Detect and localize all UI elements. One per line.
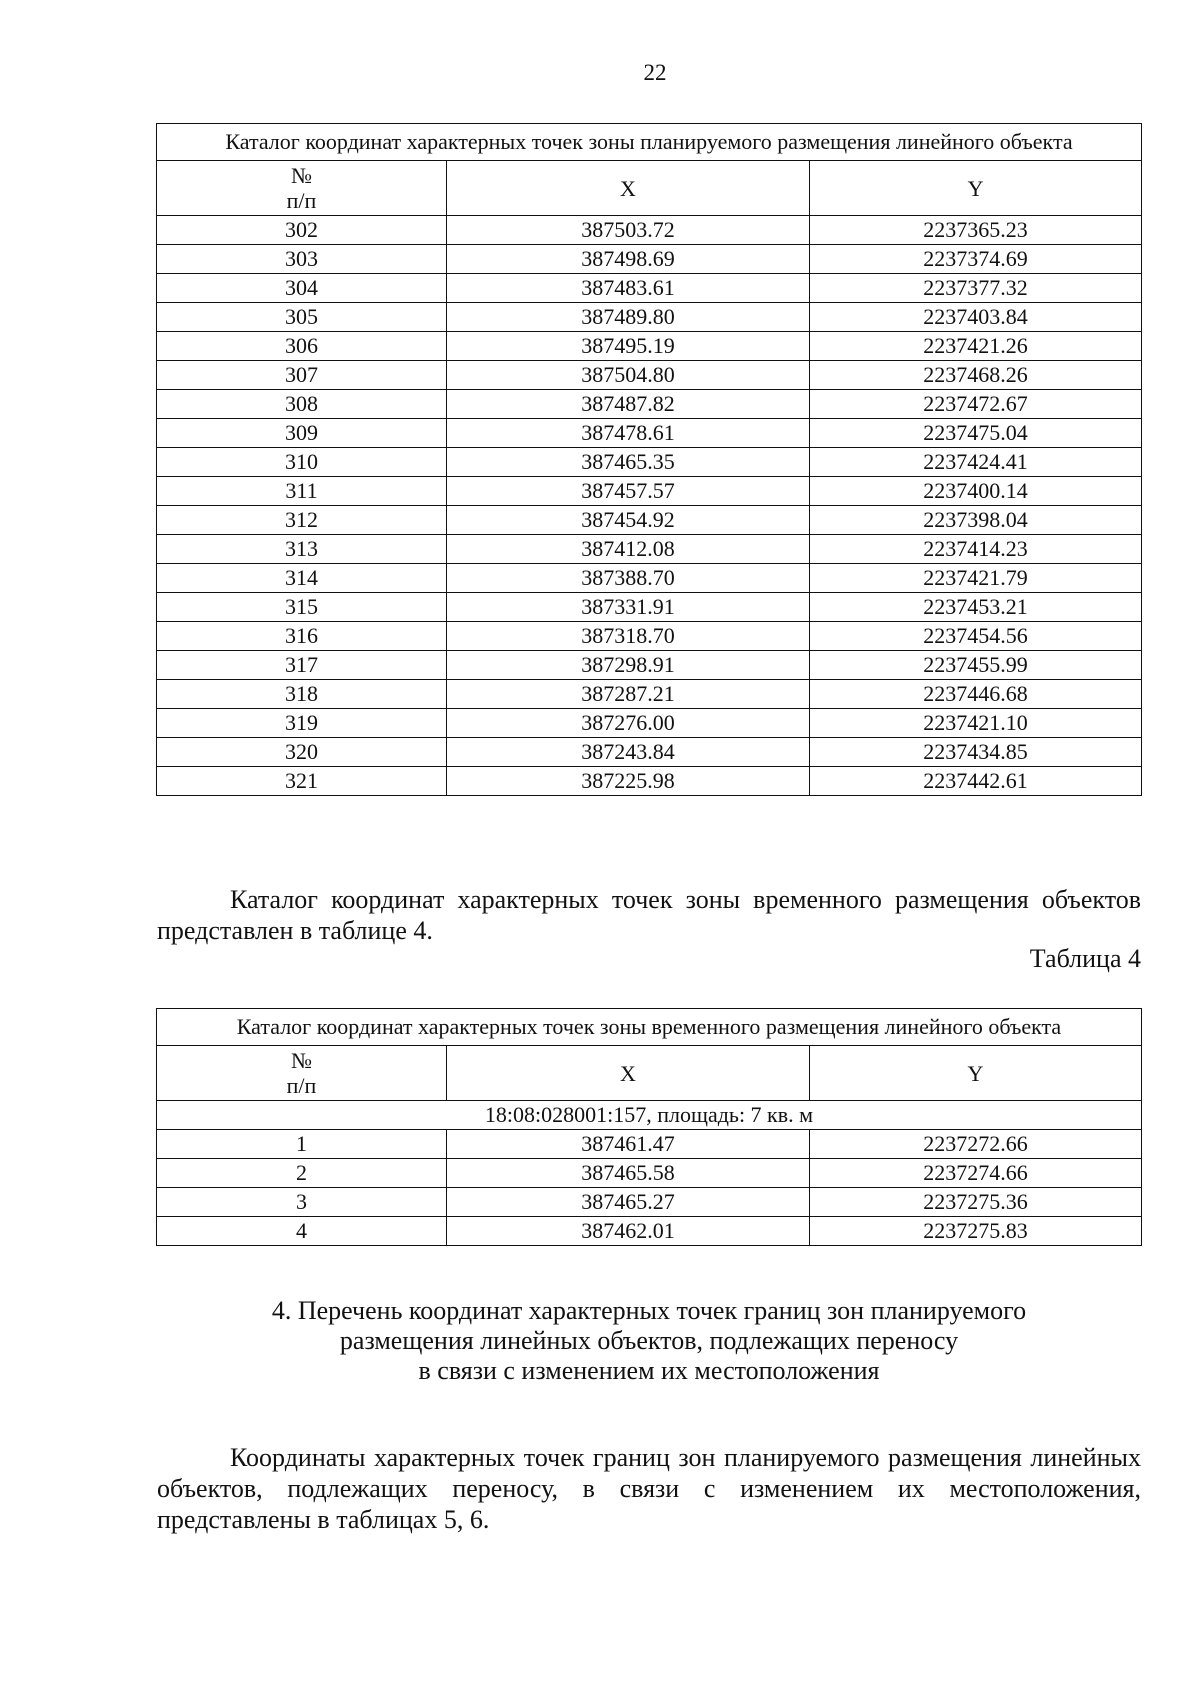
x-coordinate-cell: 387478.61 [447,419,810,448]
table-4-label: Таблица 4 [1029,944,1141,973]
point-number-cell: 304 [157,274,447,303]
x-coordinate-cell: 387465.58 [447,1159,810,1188]
table-row [157,216,1142,245]
y-coordinate-cell: 2237434.85 [810,738,1142,767]
coordinates-table-planned-body [157,124,1142,796]
x-coordinate-cell: 387461.47 [447,1130,810,1159]
table-row [157,419,1142,448]
point-number-cell: 313 [157,535,447,564]
y-coordinate-cell: 2237377.32 [810,274,1142,303]
table-row [157,593,1142,622]
x-coordinate-cell: 387225.98 [447,767,810,796]
coordinates-table-temporary [156,1008,1142,1246]
point-number-cell: 308 [157,390,447,419]
section-4-heading [157,1296,1141,1386]
header-number [157,1046,447,1101]
table-row [157,564,1142,593]
table-row [157,1159,1142,1188]
point-number-cell: 4 [157,1217,447,1246]
coordinates-table-planned [156,123,1142,796]
table-row [157,680,1142,709]
x-coordinate-cell: 387287.21 [447,680,810,709]
y-coordinate-cell: 2237274.66 [810,1159,1142,1188]
point-number-cell: 306 [157,332,447,361]
point-number-cell: 314 [157,564,447,593]
x-coordinate-cell: 387504.80 [447,361,810,390]
table-row [157,1130,1142,1159]
header-y: Y [810,161,1142,216]
table-row [157,709,1142,738]
table-row [157,477,1142,506]
header-x: X [447,1046,810,1101]
point-number-cell: 310 [157,448,447,477]
table-row [157,738,1142,767]
x-coordinate-cell: 387503.72 [447,216,810,245]
point-number-cell: 305 [157,303,447,332]
y-coordinate-cell: 2237275.36 [810,1188,1142,1217]
point-number-cell: 311 [157,477,447,506]
table-row [157,622,1142,651]
x-coordinate-cell: 387298.91 [447,651,810,680]
y-coordinate-cell: 2237424.41 [810,448,1142,477]
table-row [157,535,1142,564]
x-coordinate-cell: 387457.57 [447,477,810,506]
point-number-cell: 321 [157,767,447,796]
point-number-cell: 2 [157,1159,447,1188]
table-row [157,332,1142,361]
y-coordinate-cell: 2237455.99 [810,651,1142,680]
paragraph-text: Каталог координат характерных точек зоны временного размещения объектов представлен в таблице 4. [157,885,1141,945]
point-number-cell: 1 [157,1130,447,1159]
y-coordinate-cell: 2237272.66 [810,1130,1142,1159]
y-coordinate-cell: 2237400.14 [810,477,1142,506]
y-coordinate-cell: 2237374.69 [810,245,1142,274]
x-coordinate-cell: 387388.70 [447,564,810,593]
table-row [157,361,1142,390]
point-number-cell: 320 [157,738,447,767]
table-title: Каталог координат характерных точек зоны планируемого размещения линейного объекта [157,124,1142,161]
table-title-row [157,1009,1142,1046]
y-coordinate-cell: 2237446.68 [810,680,1142,709]
paragraph-text: Координаты характерных точек границ зон планируемого размещения линейных объектов, подлежащих переносу, в связи с изменением их местоположения, представлены в таблицах 5, 6. [157,1443,1141,1534]
header-number [157,161,447,216]
table-row [157,651,1142,680]
section-heading-line: размещения линейных объектов, подлежащих переносу [339,1326,959,1355]
section-heading-line: 4. Перечень координат характерных точек границ зон планируемого [271,1296,1027,1325]
x-coordinate-cell: 387495.19 [447,332,810,361]
table-row [157,1217,1142,1246]
y-coordinate-cell: 2237398.04 [810,506,1142,535]
point-number-cell: 316 [157,622,447,651]
point-number-cell: 312 [157,506,447,535]
table-row [157,448,1142,477]
y-coordinate-cell: 2237468.26 [810,361,1142,390]
table-header-row [157,1046,1142,1101]
table-row [157,390,1142,419]
x-coordinate-cell: 387412.08 [447,535,810,564]
table-row [157,767,1142,796]
y-coordinate-cell: 2237442.61 [810,767,1142,796]
x-coordinate-cell: 387276.00 [447,709,810,738]
point-number-cell: 302 [157,216,447,245]
y-coordinate-cell: 2237421.79 [810,564,1142,593]
x-coordinate-cell: 387331.91 [447,593,810,622]
y-coordinate-cell: 2237365.23 [810,216,1142,245]
coordinates-table-temporary-body [157,1009,1142,1246]
y-coordinate-cell: 2237275.83 [810,1217,1142,1246]
paragraph-relocation-coordinates [157,1442,1141,1535]
page-number: 22 [643,60,667,85]
x-coordinate-cell: 387462.01 [447,1217,810,1246]
parcel-row [157,1101,1142,1130]
point-number-cell: 317 [157,651,447,680]
x-coordinate-cell: 387487.82 [447,390,810,419]
point-number-cell: 315 [157,593,447,622]
header-number-abbrev: п/п [286,188,317,213]
table-title-row [157,124,1142,161]
y-coordinate-cell: 2237475.04 [810,419,1142,448]
x-coordinate-cell: 387498.69 [447,245,810,274]
section-heading-line: в связи с изменением их местоположения [418,1356,880,1385]
header-y: Y [810,1046,1142,1101]
table-row [157,274,1142,303]
table-header-row [157,161,1142,216]
header-number-symbol: № [291,163,312,188]
table-row [157,506,1142,535]
x-coordinate-cell: 387454.92 [447,506,810,535]
x-coordinate-cell: 387318.70 [447,622,810,651]
point-number-cell: 3 [157,1188,447,1217]
header-x: X [447,161,810,216]
parcel-info: 18:08:028001:157, площадь: 7 кв. м [157,1101,1142,1130]
x-coordinate-cell: 387483.61 [447,274,810,303]
table-row [157,1188,1142,1217]
header-number-symbol: № [291,1048,312,1073]
y-coordinate-cell: 2237421.10 [810,709,1142,738]
point-number-cell: 319 [157,709,447,738]
y-coordinate-cell: 2237454.56 [810,622,1142,651]
table-row [157,303,1142,332]
y-coordinate-cell: 2237453.21 [810,593,1142,622]
table-title: Каталог координат характерных точек зоны временного размещения линейного объекта [157,1009,1142,1046]
table-row [157,245,1142,274]
point-number-cell: 307 [157,361,447,390]
y-coordinate-cell: 2237414.23 [810,535,1142,564]
paragraph-temporary-zone-intro [157,884,1141,946]
y-coordinate-cell: 2237421.26 [810,332,1142,361]
x-coordinate-cell: 387489.80 [447,303,810,332]
x-coordinate-cell: 387243.84 [447,738,810,767]
header-number-abbrev: п/п [286,1073,317,1098]
x-coordinate-cell: 387465.35 [447,448,810,477]
x-coordinate-cell: 387465.27 [447,1188,810,1217]
point-number-cell: 318 [157,680,447,709]
y-coordinate-cell: 2237472.67 [810,390,1142,419]
point-number-cell: 309 [157,419,447,448]
y-coordinate-cell: 2237403.84 [810,303,1142,332]
point-number-cell: 303 [157,245,447,274]
